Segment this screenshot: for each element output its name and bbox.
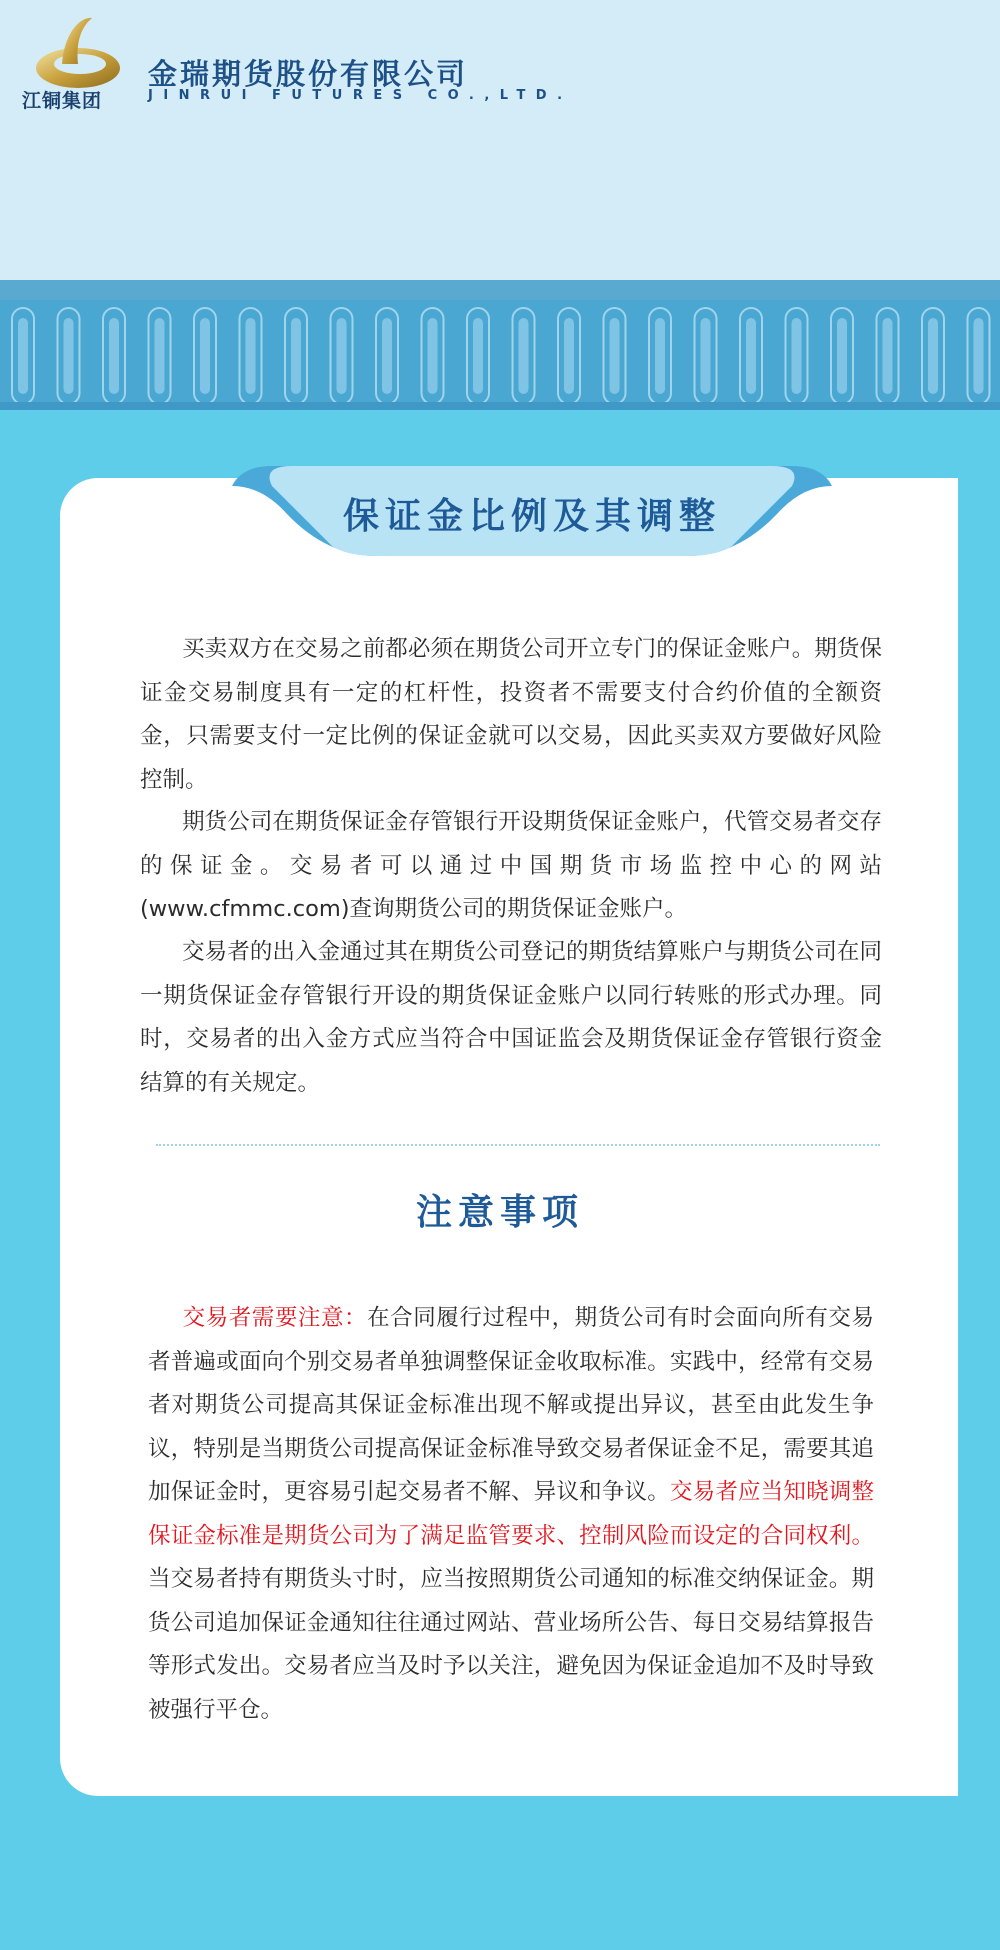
notice-text-1: 在合同履行过程中，期货公司有时会面向所有交易者普遍或面向个别交易者单独调整保证金收取标准。实践中，经常有交易者对期货公司提高其保证金标准出现不解或提出异议，甚至由此发生争议，特别是当期货公司提高保证金标准导致交易者保证金不足，需要其追加保证金时，更容易引起交易者不解、异议和争议。 — [148, 1305, 874, 1505]
header-area — [0, 0, 1000, 280]
paragraph-3 — [140, 931, 882, 1105]
band-capsule-inner — [337, 318, 347, 394]
band-capsule-inner — [883, 318, 893, 394]
band-capsule-inner — [746, 318, 756, 394]
band-bottom-strip — [0, 402, 1000, 410]
company-name-en: JINRUI FUTURES CO.,LTD. — [148, 88, 573, 103]
band-capsule-inner — [974, 318, 984, 394]
band-capsule-inner — [610, 318, 620, 394]
company-name-cn: 金瑞期货股份有限公司 — [148, 57, 469, 91]
band-capsule-inner — [473, 318, 483, 394]
band-capsule-inner — [701, 318, 711, 394]
band-capsule-inner — [655, 318, 665, 394]
band-capsule-inner — [246, 318, 256, 394]
band-top-strip — [0, 280, 1000, 300]
notice-text-2: 当交易者持有期货头寸时，应当按照期货公司通知的标准交纳保证金。期货公司追加保证金通知往往通过网站、营业场所公告、每日交易结算报告等形式发出。交易者应当及时予以关注，避免因为保证金追加不及时导致被强行平仓。 — [148, 1566, 874, 1723]
band-capsule-inner — [109, 318, 119, 394]
band-capsule-inner — [519, 318, 529, 394]
paragraph-3-text: 交易者的出入金通过其在期货公司登记的期货结算账户与期货公司在同一期货保证金存管银行开设的期货保证金账户以同行转账的形式办理。同时，交易者的出入金方式应当符合中国证监会及期货保证金存管银行资金结算的有关规定。 — [140, 939, 882, 1096]
group-name: 江铜集团 — [22, 90, 103, 112]
band-capsule-inner — [792, 318, 802, 394]
band-capsule-inner — [382, 318, 392, 394]
notice-label: 交易者需要注意： — [182, 1305, 368, 1331]
dotted-divider — [156, 1144, 880, 1146]
notice-highlight: 交易者应当知晓调整保证金标准是期货公司为了满足监管要求、控制风险而设定的合同权利。 — [148, 1479, 874, 1549]
band-capsule-inner — [200, 318, 210, 394]
band-capsule-inner — [928, 318, 938, 394]
section-title: 保证金比例及其调整 — [342, 496, 721, 537]
notice-title: 注意事项 — [415, 1192, 584, 1233]
paragraph-2 — [140, 801, 882, 932]
decorative-band — [0, 300, 1000, 410]
band-capsule-inner — [64, 318, 74, 394]
band-capsule-inner — [291, 318, 301, 394]
notice-paragraph — [148, 1297, 874, 1732]
paragraph-1-text: 买卖双方在交易之前都必须在期货公司开立专门的保证金账户。期货保证金交易制度具有一定的杠杆性，投资者不需要支付合约价值的全额资金，只需要支付一定比例的保证金就可以交易，因此买卖双方要做好风险控制。 — [140, 636, 882, 793]
band-capsule-inner — [428, 318, 438, 394]
band-capsule-inner — [837, 318, 847, 394]
band-capsule-inner — [564, 318, 574, 394]
paragraph-1 — [140, 628, 882, 802]
band-capsule-inner — [155, 318, 165, 394]
paragraph-2-text: 期货公司在期货保证金存管银行开设期货保证金账户，代管交易者交存的保证金。交易者可以通过中国期货市场监控中心的网站(www.cfmmc.com)查询期货公司的期货保证金账户。 — [140, 809, 882, 922]
band-capsule-inner — [18, 318, 28, 394]
band-pattern — [0, 300, 1000, 410]
